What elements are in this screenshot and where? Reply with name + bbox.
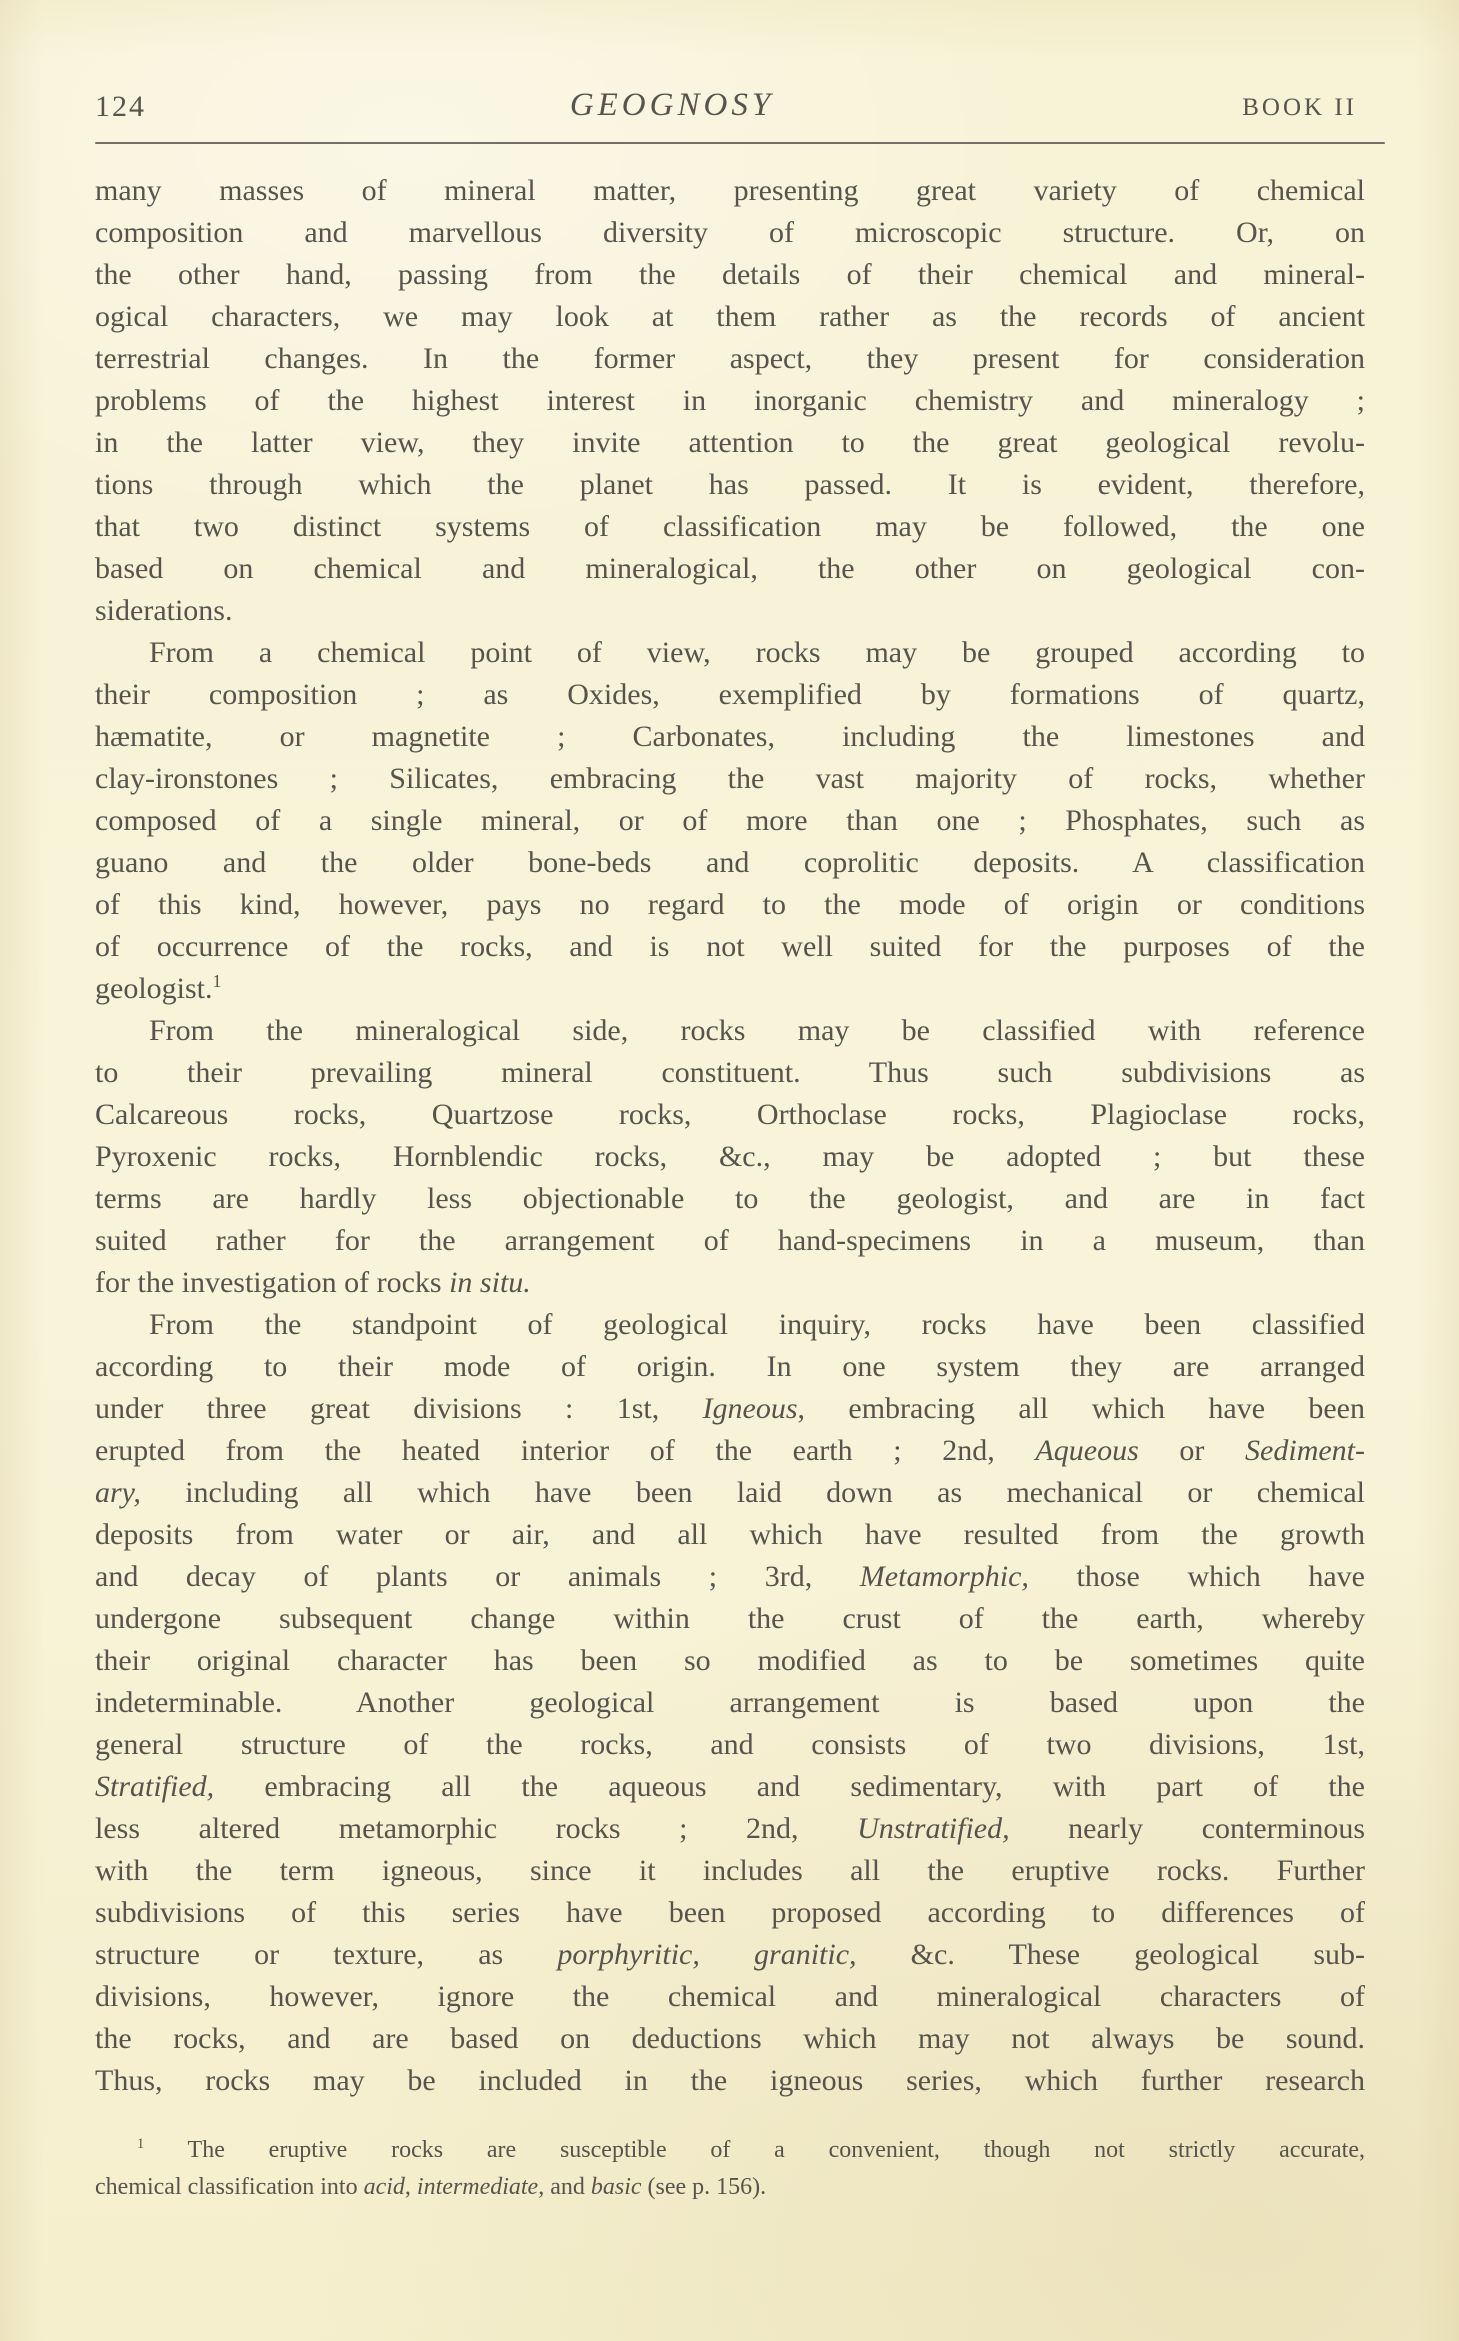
text-line <box>95 632 1365 674</box>
text-segment: undergone subsequent change within the crust of the earth, whereby <box>95 1602 1365 1635</box>
text-segment: From the standpoint of geological inquiry, rocks have been classified <box>149 1308 1365 1341</box>
text-segment: that two distinct systems of classification may be followed, the one <box>95 510 1365 543</box>
text-line <box>95 590 1365 632</box>
text-segment: the rocks, and are based on deductions which may not always be sound. <box>95 2022 1365 2055</box>
text-segment: , embracing all which have been <box>797 1392 1365 1425</box>
text-line <box>95 1304 1365 1346</box>
italic-text: Unstratified, <box>857 1812 1010 1845</box>
text-line <box>95 1220 1365 1262</box>
footnote <box>95 2132 1365 2206</box>
text-line <box>95 464 1365 506</box>
text-line <box>95 968 1365 1010</box>
text-line <box>95 170 1365 212</box>
text-line <box>95 1346 1365 1388</box>
text-line <box>95 1430 1365 1472</box>
header-rule <box>95 142 1385 144</box>
text-segment: or <box>1138 1434 1246 1467</box>
text-line <box>95 1598 1365 1640</box>
text-segment: including all which have been laid down as mechanical or chemical <box>140 1476 1365 1509</box>
text-segment: Thus, rocks may be included in the igneous series, which further research <box>95 2064 1365 2097</box>
text-line <box>95 1010 1365 1052</box>
text-segment: of this kind, however, pays no regard to the mode of origin or conditions <box>95 888 1365 921</box>
italic-text: Aqueous <box>1035 1434 1139 1467</box>
text-line <box>95 1052 1365 1094</box>
text-line <box>95 1850 1365 1892</box>
text-segment: ogical characters, we may look at them rather as the records of ancient <box>95 300 1365 333</box>
paragraph <box>95 1010 1365 1304</box>
text-line <box>95 2060 1365 2102</box>
text-line <box>95 800 1365 842</box>
text-segment: under three great divisions : 1st, <box>95 1392 703 1425</box>
page-header <box>95 78 1365 124</box>
text-segment: deposits from water or air, and all which have resulted from the growth <box>95 1518 1365 1551</box>
text-line <box>95 1514 1365 1556</box>
text-segment: terrestrial changes. In the former aspect, they present for consideration <box>95 342 1365 375</box>
text-segment: embracing all the aqueous and sedimentary, with part of the <box>214 1770 1365 1803</box>
text-segment: nearly conterminous <box>1009 1812 1365 1845</box>
text-line <box>95 758 1365 800</box>
text-line <box>95 884 1365 926</box>
italic-text: acid <box>363 2174 405 2200</box>
text-segment: structure or texture, as <box>95 1938 558 1971</box>
text-segment: terms are hardly less objectionable to the geologist, and are in fact <box>95 1182 1365 1215</box>
text-segment: erupted from the heated interior of the earth ; 2nd, <box>95 1434 1036 1467</box>
text-segment: indeterminable. Another geological arrangement is based upon the <box>95 1686 1365 1719</box>
text-segment: suited rather for the arrangement of hand-specimens in a museum, than <box>95 1224 1365 1257</box>
text-line <box>95 926 1365 968</box>
italic-text: Sediment- <box>1245 1434 1366 1467</box>
text-segment: &c. These geological sub- <box>856 1938 1366 1971</box>
text-line <box>95 1640 1365 1682</box>
text-line <box>95 2132 1365 2169</box>
text-segment: geologist. <box>95 972 213 1005</box>
text-segment: according to their mode of origin. In one system they are arranged <box>95 1350 1365 1383</box>
text-line <box>95 1808 1365 1850</box>
text-line <box>95 2169 1365 2206</box>
text-segment: Pyroxenic rocks, Hornblendic rocks, &c., may be adopted ; but these <box>95 1140 1365 1173</box>
text-line <box>95 1976 1365 2018</box>
text-segment: their composition ; as Oxides, exemplified by formations of quartz, <box>95 678 1365 711</box>
text-line <box>95 548 1365 590</box>
italic-text: in situ. <box>449 1266 531 1299</box>
text-segment: composition and marvellous diversity of microscopic structure. Or, on <box>95 216 1365 249</box>
text-segment: , and <box>538 2174 591 2200</box>
italic-text: intermediate <box>416 2174 539 2200</box>
italic-text: ary, <box>95 1476 141 1509</box>
italic-text: Metamorphic, <box>859 1560 1029 1593</box>
text-line <box>95 1094 1365 1136</box>
text-segment: and decay of plants or animals ; 3rd, <box>95 1560 860 1593</box>
paragraph <box>95 1304 1365 2102</box>
text-segment: (see p. 156). <box>641 2174 767 2200</box>
italic-text: Stratified, <box>95 1770 215 1803</box>
text-line <box>95 1136 1365 1178</box>
text-line <box>95 1682 1365 1724</box>
text-segment: The eruptive rocks are susceptible of a convenient, though not strictly accurate, <box>144 2137 1365 2163</box>
body-text <box>95 170 1365 2102</box>
text-segment: to their prevailing mineral constituent. Thus such subdivisions as <box>95 1056 1365 1089</box>
text-segment: composed of a single mineral, or of more than one ; Phosphates, such as <box>95 804 1365 837</box>
text-line <box>95 1934 1365 1976</box>
running-title: GEOGNOSY <box>569 87 775 123</box>
text-segment: guano and the older bone-beds and coprolitic deposits. A classification <box>95 846 1365 879</box>
page-number: 124 <box>95 90 146 123</box>
text-segment: , <box>404 2174 417 2200</box>
text-segment: subdivisions of this series have been proposed according to differences of <box>95 1896 1365 1929</box>
text-line <box>95 296 1365 338</box>
italic-text: basic <box>590 2174 642 2200</box>
text-line <box>95 212 1365 254</box>
text-line <box>95 842 1365 884</box>
italic-text: Igneous <box>702 1392 798 1425</box>
text-segment: less altered metamorphic rocks ; 2nd, <box>95 1812 858 1845</box>
text-line <box>95 422 1365 464</box>
text-segment: From the mineralogical side, rocks may be classified with reference <box>149 1014 1365 1047</box>
text-segment: problems of the highest interest in inorganic chemistry and mineralogy ; <box>95 384 1365 417</box>
text-segment: divisions, however, ignore the chemical and mineralogical characters of <box>95 1980 1365 2013</box>
text-line <box>95 1766 1365 1808</box>
text-segment: with the term igneous, since it includes all the eruptive rocks. Further <box>95 1854 1365 1887</box>
text-segment: in the latter view, they invite attention to the great geological revolu- <box>95 426 1365 459</box>
text-line <box>95 674 1365 716</box>
text-segment: many masses of mineral matter, presenting great variety of chemical <box>95 174 1365 207</box>
text-line <box>95 1724 1365 1766</box>
text-segment: those which have <box>1028 1560 1365 1593</box>
text-segment: general structure of the rocks, and consists of two divisions, 1st, <box>95 1728 1365 1761</box>
text-segment: based on chemical and mineralogical, the other on geological con- <box>95 552 1365 585</box>
text-line <box>95 506 1365 548</box>
text-line <box>95 1262 1365 1304</box>
text-line <box>95 2018 1365 2060</box>
text-segment: the other hand, passing from the details of their chemical and mineral- <box>95 258 1365 291</box>
text-line <box>95 338 1365 380</box>
text-line <box>95 716 1365 758</box>
paragraph <box>95 632 1365 1010</box>
text-line <box>95 1892 1365 1934</box>
text-segment: clay-ironstones ; Silicates, embracing the vast majority of rocks, whether <box>95 762 1365 795</box>
text-segment: Calcareous rocks, Quartzose rocks, Orthoclase rocks, Plagioclase rocks, <box>95 1098 1365 1131</box>
text-line <box>95 380 1365 422</box>
footnote-marker: 1 <box>212 971 222 991</box>
paragraph <box>95 170 1365 632</box>
footnote-marker: 1 <box>137 2136 145 2152</box>
text-segment: hæmatite, or magnetite ; Carbonates, including the limestones and <box>95 720 1365 753</box>
text-segment: their original character has been so modified as to be sometimes quite <box>95 1644 1365 1677</box>
text-segment: chemical classification into <box>95 2174 364 2200</box>
text-segment: for the investigation of rocks <box>95 1266 450 1299</box>
text-segment: tions through which the planet has passed. It is evident, therefore, <box>95 468 1365 501</box>
text-line <box>95 254 1365 296</box>
book-label: BOOK II <box>1242 94 1357 121</box>
text-segment: of occurrence of the rocks, and is not well suited for the purposes of the <box>95 930 1365 963</box>
text-line <box>95 1178 1365 1220</box>
text-segment: From a chemical point of view, rocks may be grouped according to <box>149 636 1365 669</box>
text-segment: siderations. <box>95 594 233 627</box>
text-line <box>95 1556 1365 1598</box>
text-line <box>95 1472 1365 1514</box>
text-line <box>95 1388 1365 1430</box>
italic-text: porphyritic, granitic, <box>557 1938 857 1971</box>
